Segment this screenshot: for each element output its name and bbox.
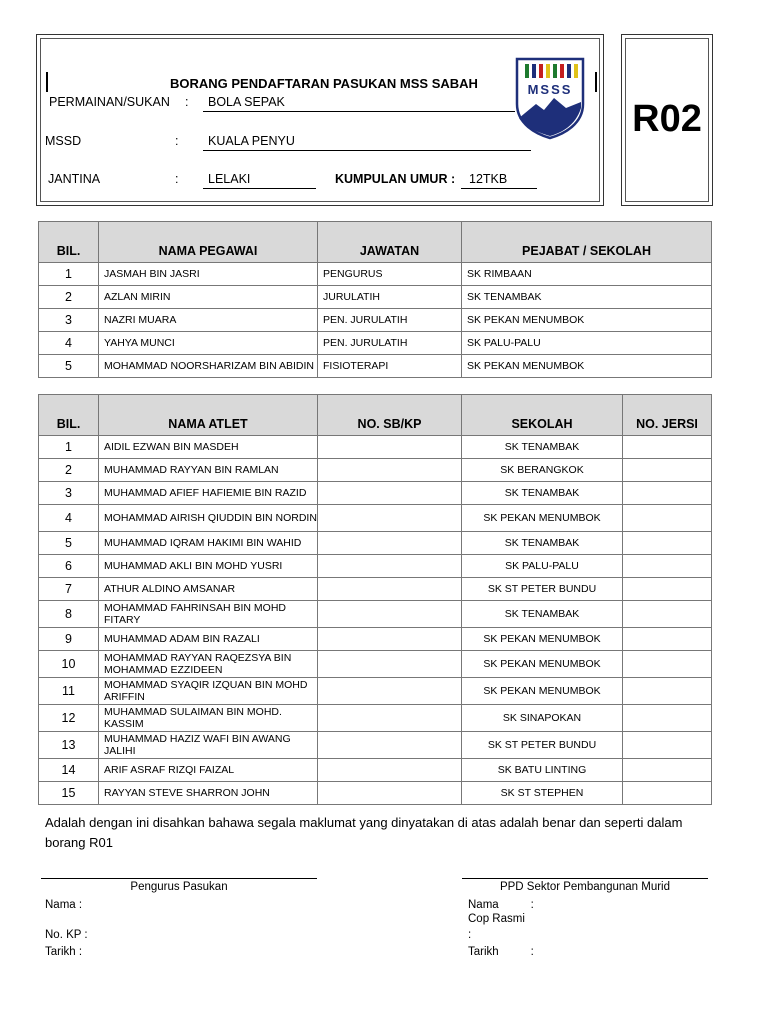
athletes-cell: 12 xyxy=(39,705,99,732)
mssd-colon: : xyxy=(175,134,179,148)
officials-cell: SK RIMBAAN xyxy=(462,263,712,286)
athletes-cell xyxy=(318,651,462,678)
signature-line-right xyxy=(462,878,708,879)
athletes-cell: MOHAMMAD RAYYAN RAQEZSYA BIN MOHAMMAD EZZIDEEN xyxy=(99,651,318,678)
officials-cell: 3 xyxy=(39,309,99,332)
athletes-cell: ATHUR ALDINO AMSANAR xyxy=(99,578,318,601)
athletes-row xyxy=(39,555,712,578)
athletes-cell: RAYYAN STEVE SHARRON JOHN xyxy=(99,782,318,805)
athletes-cell: MOHAMMAD SYAQIR IZQUAN BIN MOHD ARIFFIN xyxy=(99,678,318,705)
athletes-cell: ARIF ASRAF RIZQI FAIZAL xyxy=(99,759,318,782)
officials-row xyxy=(39,355,712,378)
athletes-cell xyxy=(623,482,712,505)
athletes-row xyxy=(39,705,712,732)
sukan-field xyxy=(203,93,515,112)
athletes-cell: 11 xyxy=(39,678,99,705)
officials-cell: SK PEKAN MENUMBOK xyxy=(462,355,712,378)
athletes-cell xyxy=(318,482,462,505)
athletes-cell: 10 xyxy=(39,651,99,678)
athletes-cell: MOHAMMAD AIRISH QIUDDIN BIN NORDIN xyxy=(99,505,318,532)
officials-cell: FISIOTERAPI xyxy=(318,355,462,378)
athletes-cell: SK ST PETER BUNDU xyxy=(462,732,623,759)
officials-row xyxy=(39,332,712,355)
declaration-text: Adalah dengan ini disahkan bahawa segala maklumat yang dinyatakan di atas adalah benar dan seperti dalam borang R01 xyxy=(45,815,683,850)
officials-cell: PENGURUS xyxy=(318,263,462,286)
officials-header-bil: BIL. xyxy=(39,222,99,263)
signature-left-nokp: No. KP : xyxy=(45,929,88,941)
athletes-cell: 8 xyxy=(39,601,99,628)
athletes-cell xyxy=(318,459,462,482)
athletes-row xyxy=(39,759,712,782)
msss-logo xyxy=(514,56,586,140)
officials-cell: NAZRI MUARA xyxy=(99,309,318,332)
athletes-cell: MUHAMMAD IQRAM HAKIMI BIN WAHID xyxy=(99,532,318,555)
umur-field xyxy=(461,170,537,189)
jantina-label: JANTINA xyxy=(48,172,101,186)
athletes-header-nama: NAMA ATLET xyxy=(99,395,318,436)
cursor-bar-right xyxy=(595,72,597,92)
athletes-cell: 1 xyxy=(39,436,99,459)
athletes-cell xyxy=(623,505,712,532)
sukan-value: BOLA SEPAK xyxy=(208,95,285,109)
athletes-cell xyxy=(318,505,462,532)
signature-left-nama: Nama : xyxy=(45,899,83,911)
athletes-row xyxy=(39,651,712,678)
officials-cell: 1 xyxy=(39,263,99,286)
athletes-cell xyxy=(318,732,462,759)
officials-cell: JASMAH BIN JASRI xyxy=(99,263,318,286)
svg-text:MSSS: MSSS xyxy=(527,82,573,97)
athletes-header-nosbkp: NO. SB/KP xyxy=(318,395,462,436)
athletes-row xyxy=(39,482,712,505)
form-title: BORANG PENDAFTARAN PASUKAN MSS SABAH xyxy=(170,76,478,91)
athletes-cell xyxy=(623,759,712,782)
athletes-header-row xyxy=(39,395,712,436)
officials-cell: JURULATIH xyxy=(318,286,462,309)
athletes-cell: SK PALU-PALU xyxy=(462,555,623,578)
officials-row xyxy=(39,309,712,332)
athletes-cell: MUHAMMAD SULAIMAN BIN MOHD. KASSIM xyxy=(99,705,318,732)
athletes-cell xyxy=(318,678,462,705)
officials-cell: MOHAMMAD NOORSHARIZAM BIN ABIDIN xyxy=(99,355,318,378)
officials-cell: 5 xyxy=(39,355,99,378)
umur-value: 12TKB xyxy=(469,172,508,186)
athletes-cell xyxy=(623,601,712,628)
athletes-cell xyxy=(623,578,712,601)
athletes-cell: SK PEKAN MENUMBOK xyxy=(462,651,623,678)
athletes-row xyxy=(39,578,712,601)
officials-cell: 4 xyxy=(39,332,99,355)
athletes-cell xyxy=(623,678,712,705)
athletes-cell: MUHAMMAD ADAM BIN RAZALI xyxy=(99,628,318,651)
athletes-row xyxy=(39,782,712,805)
athletes-cell: MUHAMMAD HAZIZ WAFI BIN AWANG JALIHI xyxy=(99,732,318,759)
athletes-header-jersi: NO. JERSI xyxy=(623,395,712,436)
athletes-cell xyxy=(318,532,462,555)
athletes-row xyxy=(39,505,712,532)
athletes-cell xyxy=(318,555,462,578)
officials-cell: AZLAN MIRIN xyxy=(99,286,318,309)
athletes-cell: MUHAMMAD AKLI BIN MOHD YUSRI xyxy=(99,555,318,578)
athletes-cell: SK ST STEPHEN xyxy=(462,782,623,805)
athletes-cell xyxy=(623,628,712,651)
athletes-cell xyxy=(623,705,712,732)
signature-line-left xyxy=(41,878,317,879)
athletes-cell: 13 xyxy=(39,732,99,759)
officials-row xyxy=(39,263,712,286)
officials-header-row xyxy=(39,222,712,263)
athletes-cell: 3 xyxy=(39,482,99,505)
athletes-cell: 14 xyxy=(39,759,99,782)
athletes-cell xyxy=(623,782,712,805)
athletes-row xyxy=(39,601,712,628)
athletes-row xyxy=(39,436,712,459)
athletes-cell xyxy=(623,532,712,555)
athletes-cell: 4 xyxy=(39,505,99,532)
athletes-cell: 5 xyxy=(39,532,99,555)
athletes-row xyxy=(39,532,712,555)
mssd-label: MSSD xyxy=(45,134,82,148)
officials-cell: 2 xyxy=(39,286,99,309)
athletes-cell: SK ST PETER BUNDU xyxy=(462,578,623,601)
athletes-row xyxy=(39,628,712,651)
jantina-value: LELAKI xyxy=(208,172,251,186)
mssd-value: KUALA PENYU xyxy=(208,134,295,148)
athletes-cell: MUHAMMAD RAYYAN BIN RAMLAN xyxy=(99,459,318,482)
athletes-cell: SK TENAMBAK xyxy=(462,601,623,628)
athletes-header-sekolah: SEKOLAH xyxy=(462,395,623,436)
athletes-cell: SK TENAMBAK xyxy=(462,532,623,555)
athletes-cell: 7 xyxy=(39,578,99,601)
athletes-cell xyxy=(318,578,462,601)
umur-label: KUMPULAN UMUR : xyxy=(335,172,456,186)
athletes-cell: SK TENAMBAK xyxy=(462,436,623,459)
officials-header-pejabat: PEJABAT / SEKOLAH xyxy=(462,222,712,263)
athletes-cell xyxy=(318,628,462,651)
athletes-cell xyxy=(318,705,462,732)
jantina-field xyxy=(203,170,316,189)
signature-right-cop: Cop Rasmi xyxy=(468,913,525,925)
athletes-cell xyxy=(318,436,462,459)
athletes-cell: SK BATU LINTING xyxy=(462,759,623,782)
officials-cell: PEN. JURULATIH xyxy=(318,309,462,332)
officials-row xyxy=(39,286,712,309)
athletes-cell: AIDIL EZWAN BIN MASDEH xyxy=(99,436,318,459)
athletes-cell: 15 xyxy=(39,782,99,805)
officials-cell: PEN. JURULATIH xyxy=(318,332,462,355)
athletes-cell xyxy=(318,601,462,628)
signature-right-cop-colon: : xyxy=(468,929,472,941)
officials-header-jawatan: JAWATAN xyxy=(318,222,462,263)
cursor-bar-left xyxy=(46,72,48,92)
athletes-cell: SK PEKAN MENUMBOK xyxy=(462,678,623,705)
athletes-table xyxy=(38,394,712,805)
athletes-cell xyxy=(623,732,712,759)
athletes-cell xyxy=(318,759,462,782)
athletes-cell: MOHAMMAD FAHRINSAH BIN MOHD FITARY xyxy=(99,601,318,628)
signature-left-tarikh: Tarikh : xyxy=(45,946,83,958)
officials-cell: YAHYA MUNCI xyxy=(99,332,318,355)
athletes-row xyxy=(39,459,712,482)
officials-cell: SK TENAMBAK xyxy=(462,286,712,309)
athletes-cell xyxy=(623,555,712,578)
officials-table xyxy=(38,221,712,378)
athletes-cell xyxy=(623,436,712,459)
athletes-cell: SK PEKAN MENUMBOK xyxy=(462,628,623,651)
signature-right-nama: Nama : xyxy=(468,899,534,911)
athletes-cell: 6 xyxy=(39,555,99,578)
athletes-cell: 9 xyxy=(39,628,99,651)
athletes-row xyxy=(39,732,712,759)
form-code: R02 xyxy=(632,98,702,140)
athletes-cell xyxy=(623,651,712,678)
athletes-cell: SK SINAPOKAN xyxy=(462,705,623,732)
mssd-field xyxy=(203,132,531,151)
signature-right-tarikh: Tarikh : xyxy=(468,946,534,958)
athletes-row xyxy=(39,678,712,705)
athletes-cell: SK PEKAN MENUMBOK xyxy=(462,505,623,532)
athletes-cell: SK TENAMBAK xyxy=(462,482,623,505)
sukan-label: PERMAINAN/SUKAN xyxy=(49,95,170,109)
athletes-cell: SK BERANGKOK xyxy=(462,459,623,482)
athletes-cell xyxy=(318,782,462,805)
athletes-header-bil: BIL. xyxy=(39,395,99,436)
sukan-colon: : xyxy=(185,95,189,109)
signature-left-title: Pengurus Pasukan xyxy=(130,881,228,893)
athletes-cell: MUHAMMAD AFIEF HAFIEMIE BIN RAZID xyxy=(99,482,318,505)
athletes-cell: 2 xyxy=(39,459,99,482)
officials-cell: SK PALU-PALU xyxy=(462,332,712,355)
signature-right-title: PPD Sektor Pembangunan Murid xyxy=(499,881,671,893)
athletes-cell xyxy=(623,459,712,482)
officials-cell: SK PEKAN MENUMBOK xyxy=(462,309,712,332)
jantina-colon: : xyxy=(175,172,179,186)
officials-header-nama: NAMA PEGAWAI xyxy=(99,222,318,263)
